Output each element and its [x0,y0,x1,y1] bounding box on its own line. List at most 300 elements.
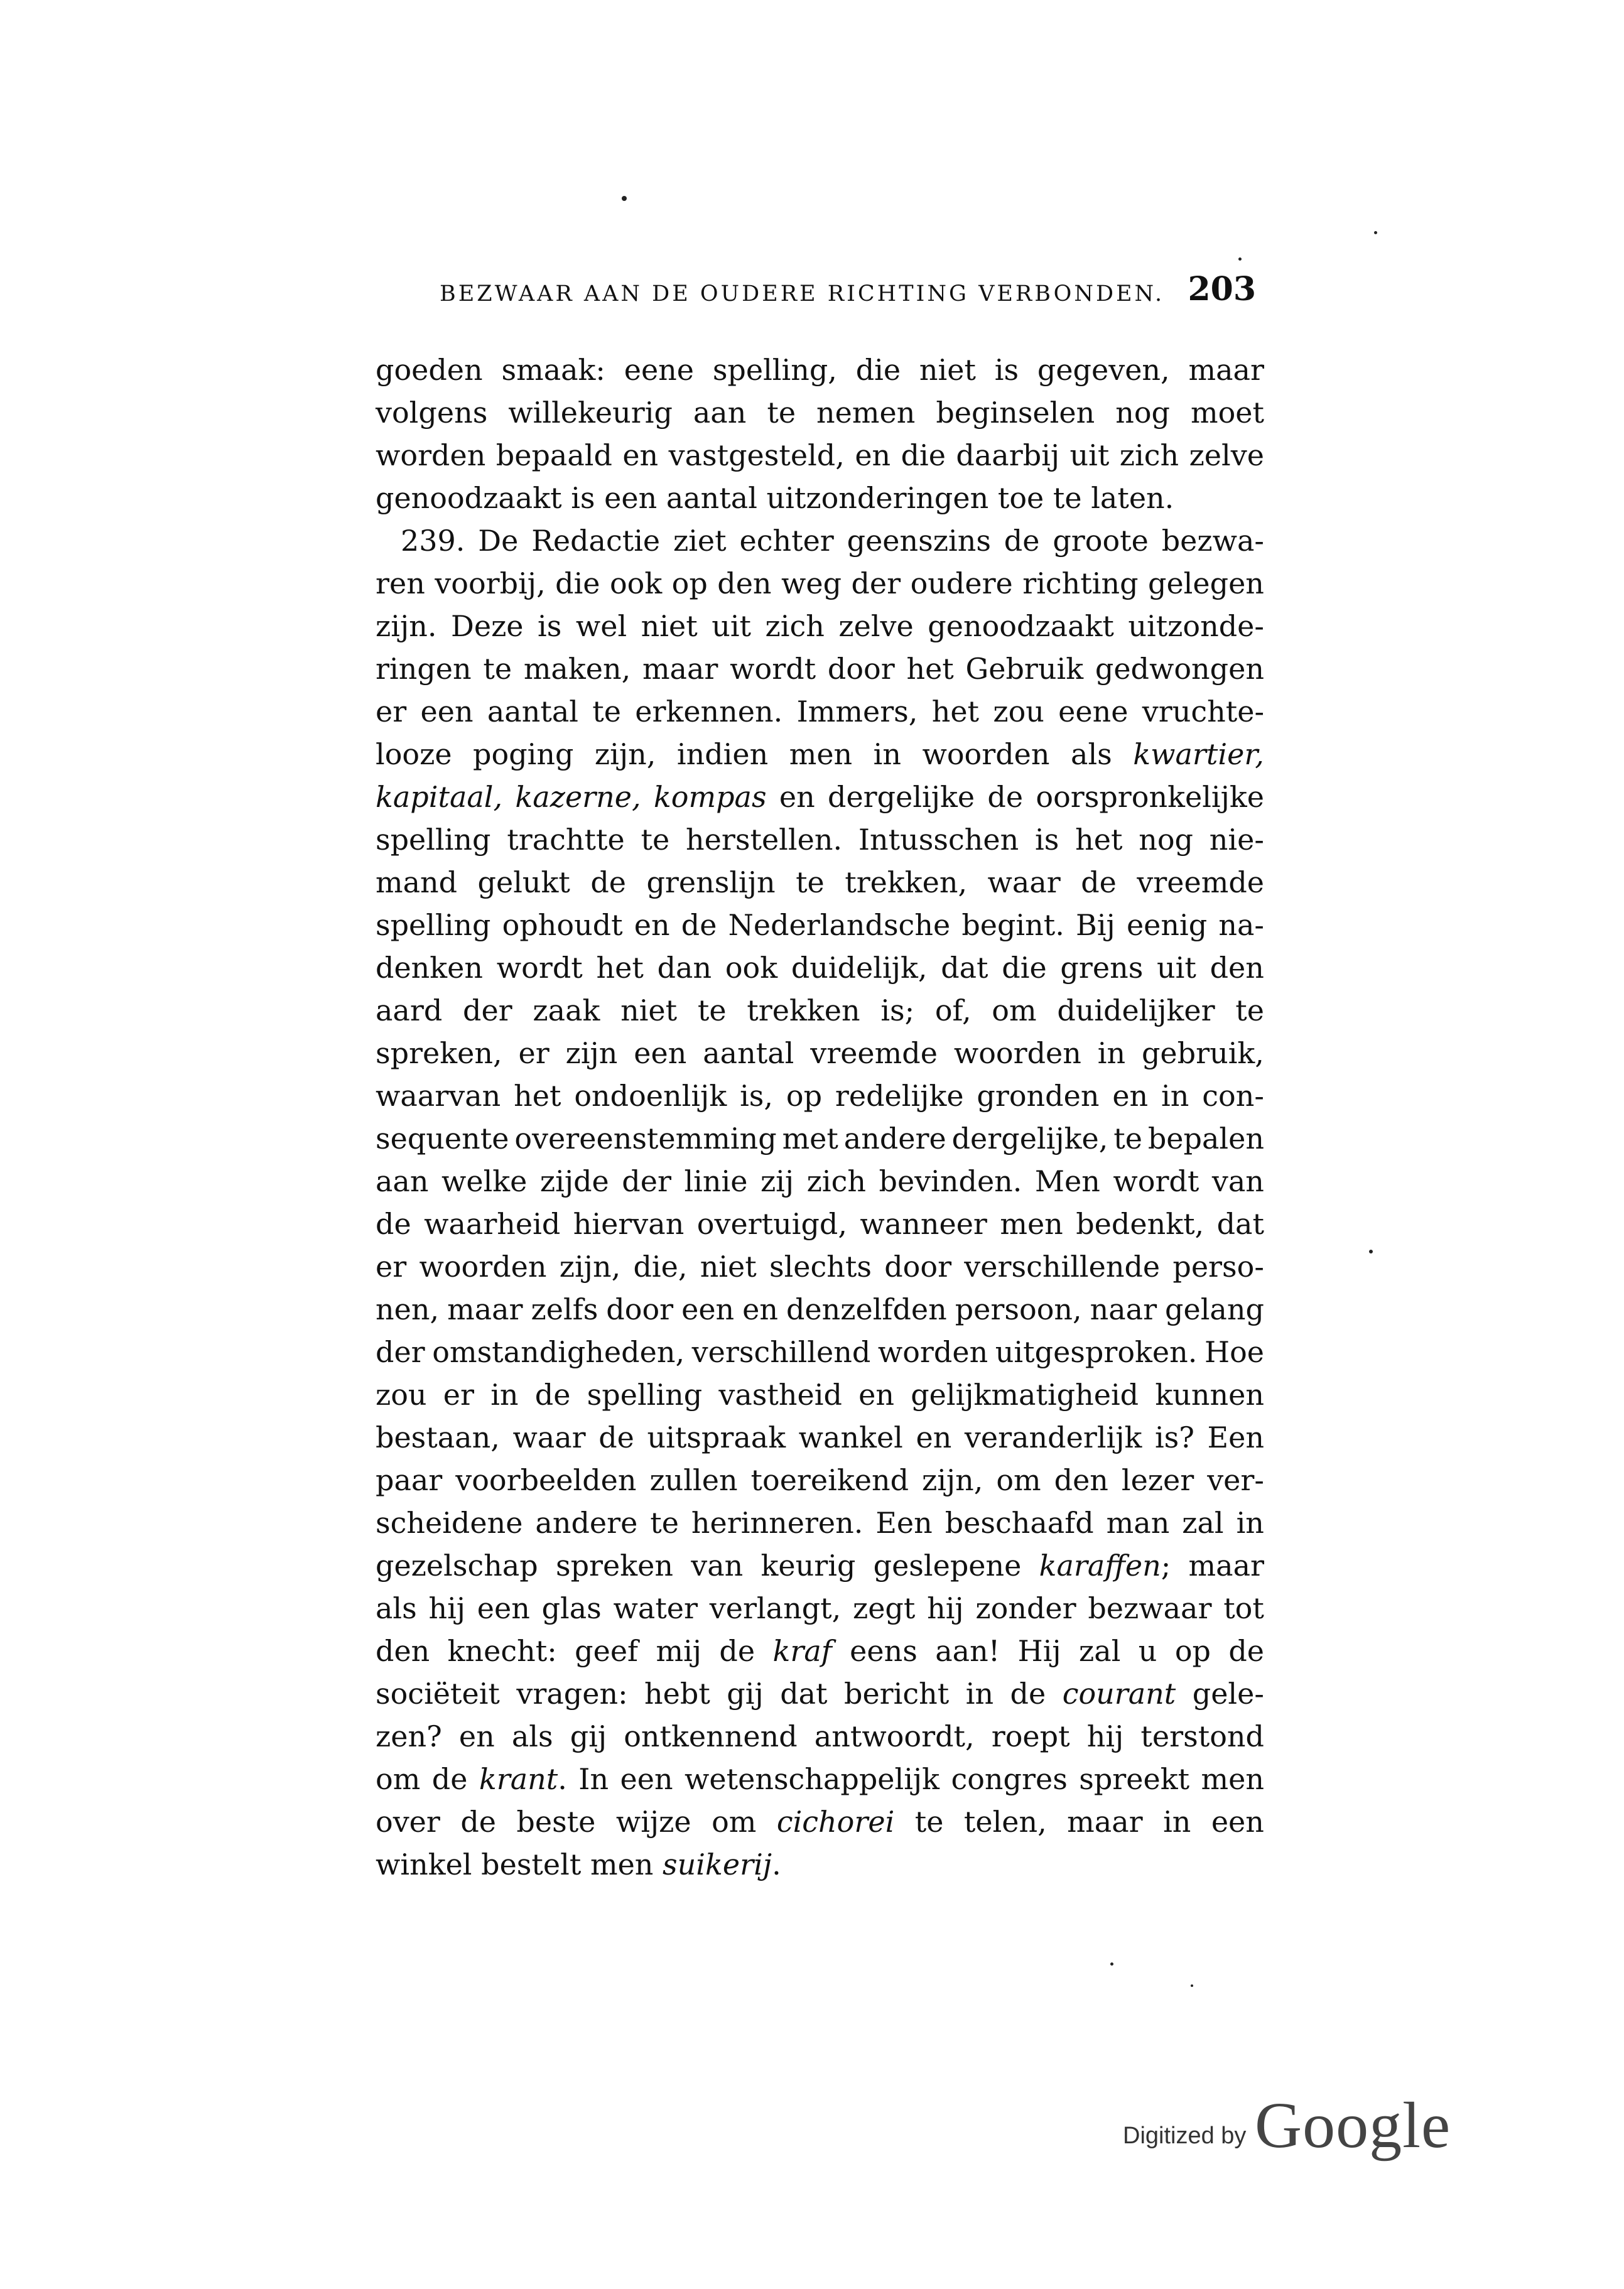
text-run: tot [1223,1591,1264,1625]
word [1079,1758,1189,1800]
text-run: linie [684,1164,748,1198]
word [1139,1630,1157,1672]
word [376,861,457,904]
text-run: niet [641,609,698,643]
text-run: groote [1053,524,1149,558]
word [490,1373,518,1416]
word [786,1074,822,1117]
word [376,434,485,477]
text-line [376,989,1264,1032]
word [844,1117,946,1160]
word [956,434,1059,477]
text-line [376,434,1264,477]
word [901,434,946,477]
text-run: redelijke [835,1079,964,1113]
word [927,1587,964,1630]
text-run: om [996,1463,1041,1497]
word [951,1758,1067,1800]
word [922,1459,983,1502]
word [952,1117,1108,1160]
italic-term: krant [479,1762,558,1796]
text-run: door [606,1292,674,1326]
word [1088,1587,1211,1630]
text-run: is; [880,993,915,1027]
text-run: na- [1218,908,1264,942]
text-run: verschillend [691,1335,871,1369]
word [1010,1672,1046,1715]
text-run: men [1000,1207,1063,1241]
word [786,1288,947,1331]
word [719,1630,755,1672]
text-run: aan [693,396,747,430]
word [376,1672,500,1715]
word [477,1587,530,1630]
word [769,1245,872,1288]
text-run: zijn, [559,1250,621,1284]
word [815,1715,975,1758]
text-run: aantal [487,695,578,728]
word [376,733,452,776]
text-line [376,1117,1264,1160]
word [376,1245,406,1288]
word [606,1288,673,1331]
text-run: te [767,396,796,430]
text-run: trekken, [845,865,968,899]
text-run: andere [535,1506,638,1540]
text-run: zich [806,1164,866,1198]
word [782,1117,838,1160]
word [858,818,1019,861]
text-run: is [994,353,1019,387]
word [1217,1203,1264,1245]
text-run: zijn, [921,1463,983,1497]
text-run: trekken [747,993,860,1027]
text-line [376,349,1264,391]
word [884,1245,951,1288]
text-run: is? [1154,1420,1194,1454]
text-run: ringen [376,652,472,686]
text-run: waarvan [376,1079,501,1113]
word [633,1245,687,1288]
word [1163,1800,1191,1843]
text-run: gronden [977,1079,1100,1113]
text-run: spelling [376,823,491,857]
text-run: mij [656,1634,702,1668]
scan-speck [622,196,627,201]
text-run: vastheid [718,1378,842,1412]
word [747,989,860,1032]
text-run: ook [725,951,778,985]
text-run: con- [1202,1079,1264,1113]
word [932,690,979,733]
text-run: uitgesproken. [995,1335,1198,1369]
text-line [376,1630,1264,1672]
text-run: vruchte- [1142,695,1264,728]
word [710,1587,842,1630]
text-run: de [681,908,717,942]
word [376,904,490,946]
text-run: dan [657,951,712,985]
text-run: Nederlandsche [728,908,951,942]
text-run: de [987,780,1024,814]
text-run: de [431,1762,468,1796]
text-run: . [772,1848,781,1881]
text-run: zijn. [376,609,437,643]
text-run: In [578,1762,609,1796]
text-run: gedwongen [1095,652,1264,686]
text-run: voorbeelden [455,1463,637,1497]
word [879,1160,1022,1203]
word [1002,946,1046,989]
word [911,1373,1139,1416]
text-run: grens [1060,951,1144,985]
word [1175,1630,1211,1672]
text-run: en [1112,1079,1149,1113]
word [376,1800,440,1843]
text-run: door [884,1250,952,1284]
text-run: is [1035,823,1059,857]
scan-speck [1191,1984,1193,1987]
word [514,1117,776,1160]
text-run: gezelschap [376,1549,538,1583]
digitized-by-watermark [1123,2088,1475,2162]
text-run: van [691,1549,744,1583]
digitized-by-label: Digitized by [1123,2123,1247,2149]
text-run: 239. [401,524,465,558]
text-line [376,1373,1264,1416]
text-run: dergelijke, [951,1122,1108,1155]
text-run: zou [993,695,1044,728]
text-run: die [855,353,901,387]
word [1098,1032,1125,1074]
text-run: overeenstemming [514,1122,777,1155]
word [730,647,816,690]
word [936,391,1095,434]
text-line [376,1416,1264,1459]
word [376,1459,442,1502]
text-run: de [590,865,627,899]
word [700,1245,757,1288]
text-run: of, [934,993,972,1027]
word [828,776,975,818]
word [624,1715,797,1758]
text-run: wordt [730,652,816,686]
word [447,1288,522,1331]
text-run: gelijkmatigheid [911,1378,1139,1412]
word [693,391,746,434]
word [376,1117,509,1160]
word [685,1758,939,1800]
text-run: het [1075,823,1123,857]
word [376,1715,442,1758]
word [1076,1203,1204,1245]
text-line [376,562,1264,605]
word [428,1587,465,1630]
text-run: wordt [1113,1164,1199,1198]
word [713,349,837,391]
text-run: de [376,1207,411,1241]
text-run: roept [991,1719,1070,1753]
text-run: van [1211,1164,1264,1198]
text-run: te [592,695,621,728]
word [684,1160,747,1203]
text-line [376,1502,1264,1544]
word [1087,1715,1124,1758]
text-run: het [596,951,644,985]
word [1223,1587,1264,1630]
text-run: overtuigd, [696,1207,847,1241]
word [772,1630,831,1672]
word [1122,1459,1194,1502]
word [576,605,627,647]
text-run: der [622,1164,671,1198]
word [424,1203,560,1245]
word [401,519,465,562]
text-line [376,861,1264,904]
word [875,1502,932,1544]
text-run: bepaald [495,438,612,472]
word [686,818,842,861]
word [441,1160,527,1203]
word [443,1373,474,1416]
word [533,989,600,1032]
text-run: zal [1079,1634,1121,1668]
word [916,1416,951,1459]
word [635,690,782,733]
word [376,1160,428,1203]
word [1237,1502,1264,1544]
word [1075,818,1122,861]
word [1165,1288,1264,1331]
word [560,1245,620,1288]
word [911,562,1013,605]
text-run: daarbij [956,438,1060,472]
word [1127,904,1207,946]
text-run: de [1010,1677,1046,1711]
word [590,861,626,904]
word [1140,1715,1264,1758]
word [507,818,624,861]
text-run: hij [927,1591,964,1625]
running-title: BEZWAAR AAN DE OUDERE RICHTING VERBONDEN. [440,281,1165,306]
text-run: ontkennend [624,1719,798,1753]
text-run: gelegen [1148,566,1264,600]
word [766,605,825,647]
text-run: telen, [963,1805,1047,1839]
text-line [376,1587,1264,1630]
word [964,1800,1047,1843]
word [988,861,1061,904]
text-run: omstandigheden, [432,1335,685,1369]
text-run: . [558,1762,567,1796]
word [855,434,890,477]
text-run: hij [428,1591,466,1625]
word [987,776,1023,818]
text-run: zou [376,1378,427,1412]
text-line [376,946,1264,989]
word [915,1800,944,1843]
text-run: zal [1182,1506,1224,1540]
text-run: niet [700,1250,757,1284]
word [1182,1502,1223,1544]
text-run: duidelijk, [791,951,928,985]
text-line [376,1203,1264,1245]
italic-term: cichorei [776,1805,895,1839]
text-run: een [1211,1805,1264,1839]
word [835,1074,964,1117]
text-run: woorden [419,1250,547,1284]
text-line [376,1245,1264,1288]
word [1204,1331,1264,1373]
text-run: lezer [1121,1463,1194,1497]
text-run: te [1113,1122,1142,1155]
word [725,946,777,989]
text-run: congres [951,1762,1068,1796]
text-run: Een [1207,1420,1264,1454]
word [799,1416,903,1459]
text-run: niet [620,993,678,1027]
word [1004,519,1040,562]
word [479,1758,567,1800]
text-run: geslepene [873,1549,1022,1583]
text-run: waar [512,1420,586,1454]
text-run: gegeven, [1037,353,1170,387]
text-run: vreemde [1137,865,1264,899]
word [512,1715,553,1758]
word [656,1630,701,1672]
word [614,1587,698,1630]
italic-term: kapitaal, [376,780,503,814]
word [1210,946,1264,989]
text-run: aard [376,993,443,1027]
word [376,818,490,861]
text-run: te [914,1805,944,1839]
text-run: denzelfden [786,1292,947,1326]
text-run: een [420,695,474,728]
word [796,861,825,904]
text-run: den [1054,1463,1108,1497]
word [791,946,928,989]
word [538,605,561,647]
text-run: u [1138,1634,1157,1668]
text-run: toereikend [750,1463,909,1497]
word [419,1245,546,1288]
text-run: worden [376,438,486,472]
text-run: en [916,1420,952,1454]
word [376,1544,538,1587]
word [460,1800,496,1843]
text-line [376,733,1264,776]
word [501,349,605,391]
text-run: er [376,1250,407,1284]
word [1189,434,1264,477]
page-number: 203 [1188,270,1256,308]
word [681,904,717,946]
word [516,1800,595,1843]
text-run: den [376,1634,430,1668]
word [1133,733,1264,776]
word [376,1373,427,1416]
text-run: men [789,737,853,771]
word [977,1074,1099,1117]
word [574,1074,727,1117]
text-run: er [376,695,407,728]
word [566,1032,618,1074]
word [1120,434,1179,477]
text-run: die [901,438,946,472]
word [620,1758,673,1800]
text-line [376,1544,1264,1587]
word [1148,1117,1264,1160]
text-run: in [873,737,901,771]
text-run: veranderlijk [964,1420,1142,1454]
text-run: slechts [769,1250,872,1284]
word [1208,1416,1264,1459]
text-run: zegt [852,1591,916,1625]
word [906,647,953,690]
text-run: zijn, [594,737,656,771]
text-line [376,1331,1264,1373]
text-run: ren [376,566,425,600]
word [935,1630,1000,1672]
text-run: uitspraak [647,1420,786,1454]
text-run: bezwaar [1088,1591,1212,1625]
word [740,1074,773,1117]
word [718,1373,842,1416]
text-run: ondoenlijk [574,1079,727,1113]
text-run: en [742,1292,778,1326]
text-run: Bij [1076,908,1115,942]
text-run: hij [1086,1719,1124,1753]
text-run: sequente [376,1122,509,1155]
word [1128,605,1264,647]
text-run: uitzonde- [1128,609,1264,643]
text-run: het [931,695,980,728]
text-run: aantal [703,1036,794,1070]
text-run: Deze [450,609,524,643]
word [850,1630,918,1672]
text-run: looze [376,737,452,771]
text-run: bestaan, [376,1420,500,1454]
text-run: in [1163,1805,1191,1839]
text-run: nie- [1209,823,1264,857]
text-run: bericht [844,1677,950,1711]
text-run: uit [1157,951,1196,985]
text-run: aan [376,1164,429,1198]
italic-term: courant [1062,1677,1176,1711]
text-run: de [598,1420,634,1454]
word [1189,1544,1264,1587]
word [1155,1416,1194,1459]
text-line [376,391,1264,434]
word [672,562,708,605]
word [697,1203,847,1245]
word [919,349,976,391]
word [781,562,842,605]
word [1155,1373,1264,1416]
word [376,391,487,434]
word [961,904,1064,946]
text-run: geef [575,1634,639,1668]
word [1070,434,1110,477]
word [376,1416,500,1459]
word [610,562,662,605]
word [1018,1630,1061,1672]
body-text [376,349,1264,1886]
text-line [376,1800,1264,1843]
word [448,1630,557,1672]
word [751,1459,909,1502]
